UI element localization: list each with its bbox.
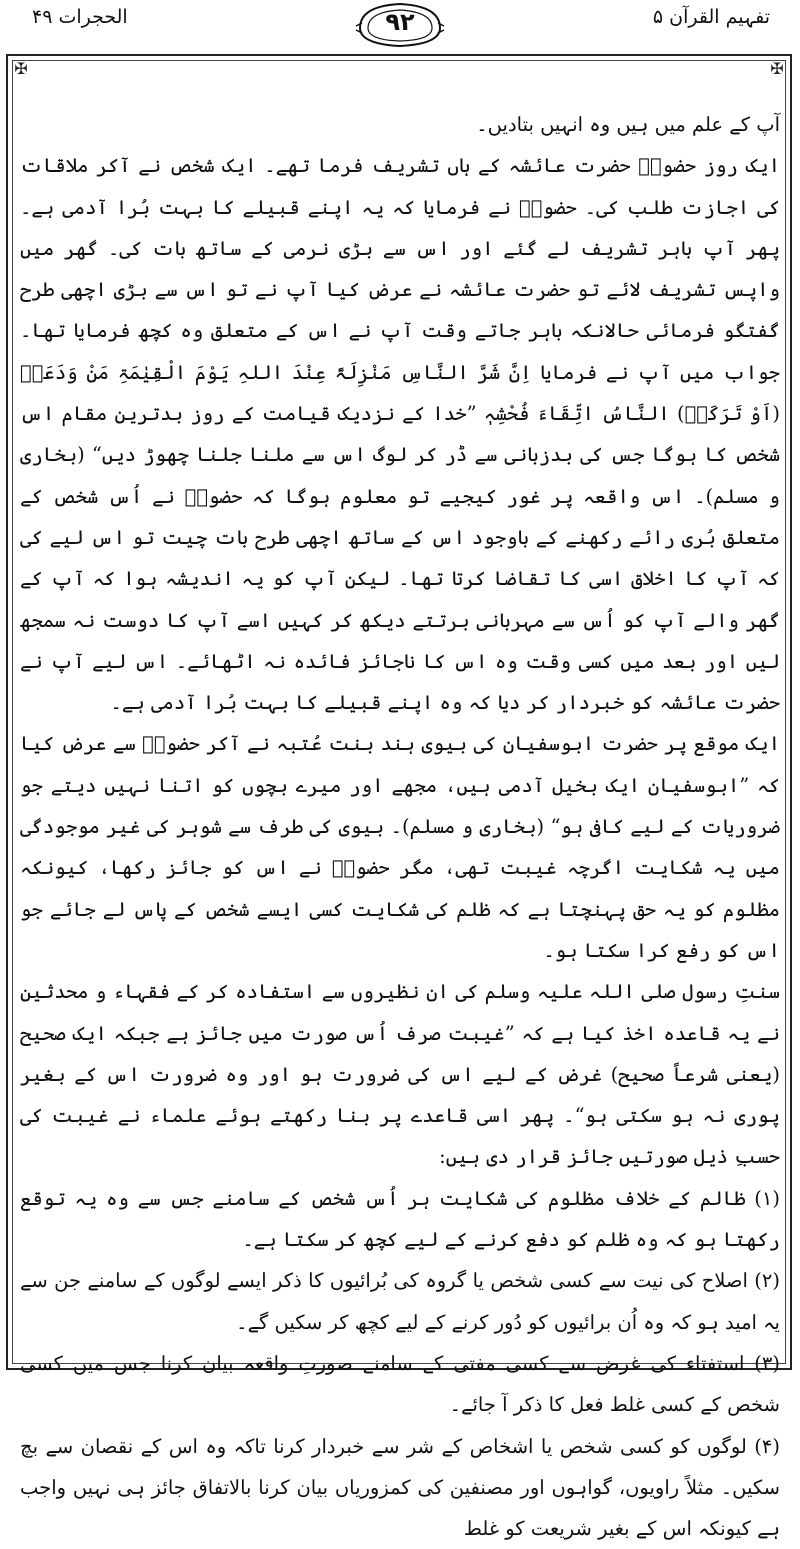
paragraph: آپ کے علم میں ہیں وہ انہیں بتادیں۔ <box>20 104 780 145</box>
surah-name: الحجرات ۴۹ <box>32 6 128 28</box>
page-header <box>0 0 800 55</box>
list-item: (۱) ظالم کے خلاف مظلوم کی شکایت ہر اُس شخص کے سامنے جس سے وہ یہ توقع رکھتا ہو کہ وہ ظلم کو دفع کرنے کے لیے کچھ کر سکتا ہے۔ <box>20 1178 780 1261</box>
book-title: تفہیم القرآن ۵ <box>653 6 770 28</box>
page-number-badge <box>352 0 448 48</box>
paragraph: ایک موقع پر حضرت ابوسفیان کی بیوی ہند بنت عُتبہ نے آکر حضورؐ سے عرض کیا کہ ”ابوسفیان ایک بخیل آدمی ہیں، مجھے اور میرے بچوں کو اتنا نہیں دیتے جو ضروریات کے لیے کافی ہو“ (بخاری و مسلم)۔ بیوی کی طرف سے شوہر کی غیر موجودگی میں یہ شکایت اگرچہ غیبت تھی، مگر حضورؐ نے اس کو جائز رکھا، کیونکہ مظلوم کو یہ حق پہنچتا ہے کہ ظلم کی شکایت کسی ایسے شخص کے پاس لے جائے جو اس کو رفع کرا سکتا ہو۔ <box>20 723 780 971</box>
main-text <box>20 104 780 1369</box>
corner-ornament-icon: ✠ <box>12 60 30 78</box>
page-number: ۹۲ <box>352 8 448 36</box>
corner-ornament-icon: ✠ <box>768 60 786 78</box>
list-item: (۲) اصلاح کی نیت سے کسی شخص یا گروہ کی بُرائیوں کا ذکر ایسے لوگوں کے سامنے جن سے یہ امید ہو کہ وہ اُن برائیوں کو دُور کرنے کے لیے کچھ کر سکیں گے۔ <box>20 1260 780 1343</box>
list-item: (۴) لوگوں کو کسی شخص یا اشخاص کے شر سے خبردار کرنا تاکہ وہ اس کے نقصان سے بچ سکیں۔ مثلاً راویوں، گواہوں اور مصنفین کی کمزوریاں بیان کرنا بالاتفاق جائز ہی نہیں واجب ہے کیونکہ اس کے بغیر شریعت کو غلط <box>20 1426 780 1549</box>
paragraph: ایک روز حضورؐ حضرت عائشہ کے ہاں تشریف فرما تھے۔ ایک شخص نے آکر ملاقات کی اجازت طلب کی۔ حضورؐ نے فرمایا کہ یہ اپنے قبیلے کا بہت بُرا آدمی ہے۔ پھر آپ باہر تشریف لے گئے اور اس سے بڑی نرمی کے ساتھ بات کی۔ گھر میں واپس تشریف لائے تو حضرت عائشہ نے عرض کیا آپ نے تو اس سے بڑی اچھی طرح گفتگو فرمائی حالانکہ باہر جاتے وقت آپ نے اس کے متعلق وہ کچھ فرمایا تھا۔ جواب میں آپ نے فرمایا اِنَّ شَرَّ النَّاسِ مَنْزِلَۃً عِنْدَ اللہِ یَوْمَ الْقِیٰمَۃِ مَنْ وَدَعَہٗ (اَوْ تَرَکَہٗ) النَّاسُ اتِّقَاءَ فُحْشِہٖ ”خدا کے نزدیک قیامت کے روز بدترین مقام اس شخص کا ہوگا جس کی بدزبانی سے ڈر کر لوگ اس سے ملنا جلنا چھوڑ دیں“ (بخاری و مسلم)۔ اس واقعہ پر غور کیجیے تو معلوم ہوگا کہ حضورؐ نے اُس شخص کے متعلق بُری رائے رکھنے کے باوجود اس کے ساتھ اچھی طرح بات چیت تو اس لیے کی کہ آپ کا اخلاق اسی کا تقاضا کرتا تھا۔ لیکن آپ کو یہ اندیشہ ہوا کہ آپ کے گھر والے آپ کو اُس سے مہربانی برتتے دیکھ کر کہیں اسے آپ کا دوست نہ سمجھ لیں اور بعد میں کسی وقت وہ اس کا ناجائز فائدہ نہ اٹھائے۔ اس لیے آپ نے حضرت عائشہ کو خبردار کر دیا کہ وہ اپنے قبیلے کا بہت بُرا آدمی ہے۔ <box>20 145 780 723</box>
list-item: (۳) استفتاء کی غرض سے کسی مفتی کے سامنے صورتِ واقعہ بیان کرنا جس میں کسی شخص کے کسی غلط فعل کا ذکر آ جائے۔ <box>20 1343 780 1426</box>
paragraph: سنتِ رسول صلی اللہ علیہ وسلم کی ان نظیروں سے استفادہ کر کے فقہاء و محدثین نے یہ قاعدہ اخذ کیا ہے کہ ”غیبت صرف اُس صورت میں جائز ہے جبکہ ایک صحیح (یعنی شرعاً صحیح) غرض کے لیے اس کی ضرورت ہو اور وہ ضرورت اس کے بغیر پوری نہ ہو سکتی ہو“۔ پھر اسی قاعدے پر بنا رکھتے ہوئے علماء نے غیبت کی حسبِ ذیل صورتیں جائز قرار دی ہیں: <box>20 971 780 1177</box>
